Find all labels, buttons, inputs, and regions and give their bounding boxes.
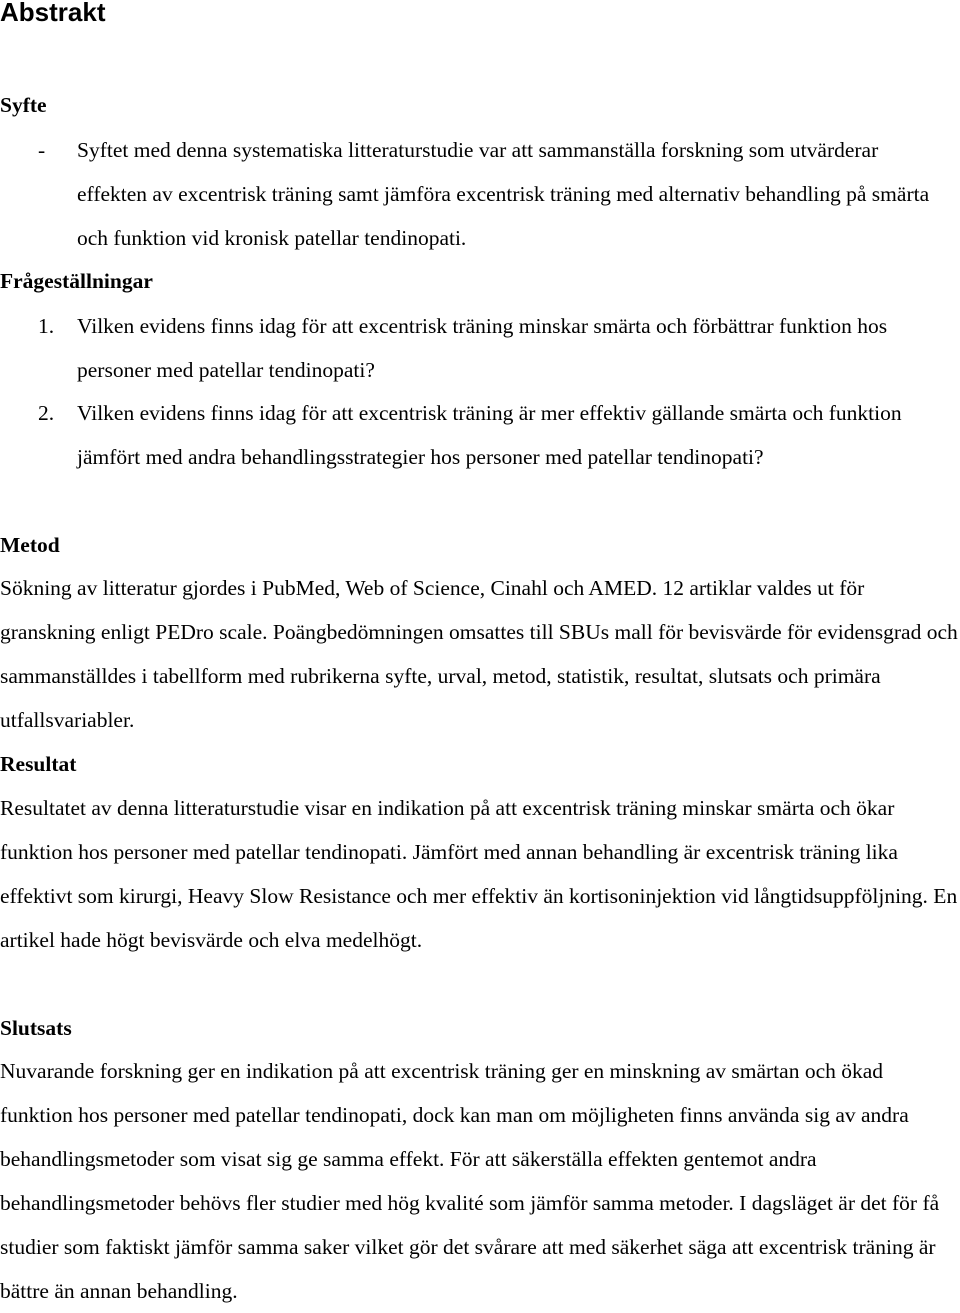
question-number-2: 2. bbox=[38, 401, 55, 425]
syfte-text: Syftet med denna systematiska litteraturstudie var att sammanställa forskning som utvärderar effekten av excentrisk träning samt jämföra excentrisk träning med alternativ behandling på smärta och funktion vid kronisk patellar tendinopati. bbox=[77, 138, 930, 250]
section-heading-resultat: Resultat bbox=[0, 752, 77, 776]
section-heading-metod: Metod bbox=[0, 533, 60, 557]
section-heading-slutsats: Slutsats bbox=[0, 1016, 72, 1040]
section-heading-fragestallningar: Frågeställningar bbox=[0, 269, 153, 293]
question-number-1: 1. bbox=[38, 314, 55, 338]
question-item-1 bbox=[0, 304, 960, 392]
syfte-bullet-item bbox=[0, 128, 960, 260]
question-text-1: Vilken evidens finns idag för att excentrisk träning minskar smärta och förbättrar funktion hos personer med patellar tendinopati? bbox=[77, 314, 888, 382]
resultat-text: Resultatet av denna litteraturstudie visar en indikation på att excentrisk träning minskar smärta och ökar funktion hos personer med patellar tendinopati. Jämfört med annan behandling är excentrisk träning lika effektivt som kirurgi, Heavy Slow Resistance och mer effektiv än kortisoninjektion vid långtidsuppföljning. En artikel hade högt bevisvärde och elva medelhögt. bbox=[0, 796, 958, 952]
section-heading-syfte: Syfte bbox=[0, 93, 47, 117]
question-item-2 bbox=[0, 391, 960, 479]
page-title: Abstrakt bbox=[0, 0, 106, 27]
slutsats-text: Nuvarande forskning ger en indikation på att excentrisk träning ger en minskning av smärtan och ökad funktion hos personer med patellar tendinopati, dock kan man om möjligheten finns använda sig av andra behandlingsmetoder som visat sig ge samma effekt. För att säkerställa effekten gentemot andra behandlingsmetoder behövs fler studier med hög kvalité som jämför samma metoder. I dagsläget är det för få studier som faktiskt jämför samma saker vilket gör det svårare att med säkerhet säga att excentrisk träning är bättre än annan behandling. bbox=[0, 1059, 940, 1303]
bullet-marker: - bbox=[38, 138, 46, 162]
metod-text: Sökning av litteratur gjordes i PubMed, Web of Science, Cinahl och AMED. 12 artiklar valdes ut för granskning enligt PEDro scale. Poängbedömningen omsattes till SBUs mall för bevisvärde för evidensgrad och sammanställdes i tabellform med rubrikerna syfte, urval, metod, statistik, resultat, slutsats och primära utfallsvariabler. bbox=[0, 576, 958, 732]
question-text-2: Vilken evidens finns idag för att excentrisk träning är mer effektiv gällande smärta och funktion jämfört med andra behandlingsstrategier hos personer med patellar tendinopati? bbox=[77, 401, 902, 469]
